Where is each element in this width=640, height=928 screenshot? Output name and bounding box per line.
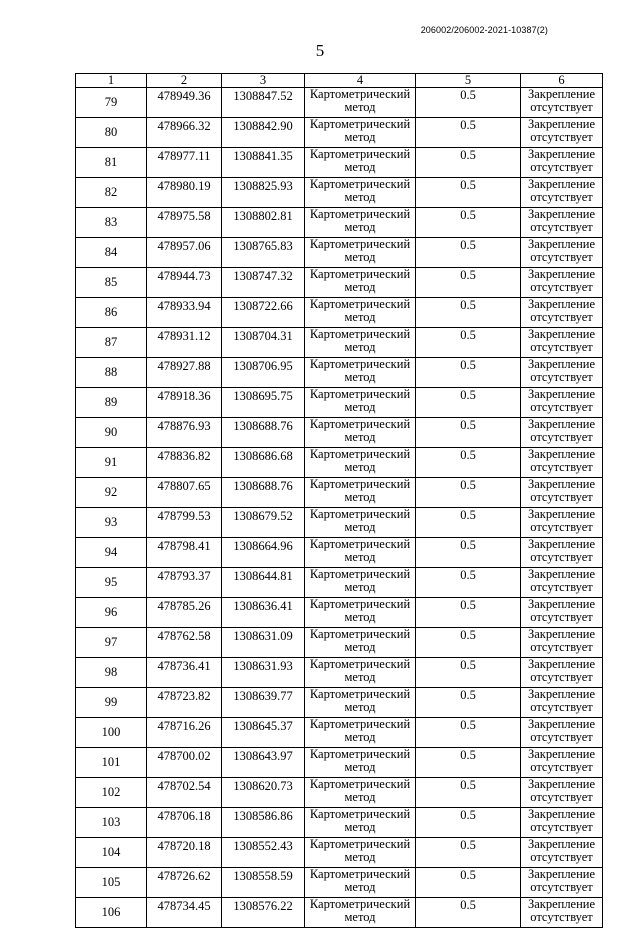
fixation-cell: Закрепление отсутствует bbox=[521, 628, 603, 658]
x-coordinate-cell: 478933.94 bbox=[147, 298, 222, 328]
point-number-cell: 96 bbox=[76, 598, 147, 628]
table-row bbox=[76, 238, 603, 268]
method-cell: Картометрический метод bbox=[305, 658, 416, 688]
y-coordinate-cell: 1308586.86 bbox=[222, 808, 305, 838]
y-coordinate-cell: 1308639.77 bbox=[222, 688, 305, 718]
point-number-cell: 106 bbox=[76, 898, 147, 928]
fixation-cell: Закрепление отсутствует bbox=[521, 868, 603, 898]
y-coordinate-cell: 1308688.76 bbox=[222, 418, 305, 448]
accuracy-cell: 0.5 bbox=[416, 838, 521, 868]
fixation-cell: Закрепление отсутствует bbox=[521, 328, 603, 358]
table-row bbox=[76, 328, 603, 358]
column-header: 3 bbox=[222, 74, 305, 88]
accuracy-cell: 0.5 bbox=[416, 328, 521, 358]
x-coordinate-cell: 478836.82 bbox=[147, 448, 222, 478]
accuracy-cell: 0.5 bbox=[416, 208, 521, 238]
point-number-cell: 103 bbox=[76, 808, 147, 838]
y-coordinate-cell: 1308686.68 bbox=[222, 448, 305, 478]
point-number-cell: 80 bbox=[76, 118, 147, 148]
y-coordinate-cell: 1308631.09 bbox=[222, 628, 305, 658]
fixation-cell: Закрепление отсутствует bbox=[521, 538, 603, 568]
accuracy-cell: 0.5 bbox=[416, 508, 521, 538]
fixation-cell: Закрепление отсутствует bbox=[521, 748, 603, 778]
accuracy-cell: 0.5 bbox=[416, 808, 521, 838]
fixation-cell: Закрепление отсутствует bbox=[521, 178, 603, 208]
x-coordinate-cell: 478918.36 bbox=[147, 388, 222, 418]
y-coordinate-cell: 1308695.75 bbox=[222, 388, 305, 418]
table-row bbox=[76, 448, 603, 478]
accuracy-cell: 0.5 bbox=[416, 298, 521, 328]
x-coordinate-cell: 478927.88 bbox=[147, 358, 222, 388]
accuracy-cell: 0.5 bbox=[416, 658, 521, 688]
point-number-cell: 91 bbox=[76, 448, 147, 478]
method-cell: Картометрический метод bbox=[305, 568, 416, 598]
method-cell: Картометрический метод bbox=[305, 238, 416, 268]
accuracy-cell: 0.5 bbox=[416, 628, 521, 658]
accuracy-cell: 0.5 bbox=[416, 388, 521, 418]
x-coordinate-cell: 478799.53 bbox=[147, 508, 222, 538]
x-coordinate-cell: 478977.11 bbox=[147, 148, 222, 178]
accuracy-cell: 0.5 bbox=[416, 178, 521, 208]
y-coordinate-cell: 1308644.81 bbox=[222, 568, 305, 598]
table-row bbox=[76, 268, 603, 298]
table-row bbox=[76, 868, 603, 898]
accuracy-cell: 0.5 bbox=[416, 688, 521, 718]
accuracy-cell: 0.5 bbox=[416, 238, 521, 268]
point-number-cell: 100 bbox=[76, 718, 147, 748]
y-coordinate-cell: 1308842.90 bbox=[222, 118, 305, 148]
point-number-cell: 87 bbox=[76, 328, 147, 358]
x-coordinate-cell: 478807.65 bbox=[147, 478, 222, 508]
table-header-row bbox=[76, 74, 603, 88]
fixation-cell: Закрепление отсутствует bbox=[521, 478, 603, 508]
x-coordinate-cell: 478785.26 bbox=[147, 598, 222, 628]
fixation-cell: Закрепление отсутствует bbox=[521, 298, 603, 328]
x-coordinate-cell: 478980.19 bbox=[147, 178, 222, 208]
y-coordinate-cell: 1308847.52 bbox=[222, 88, 305, 118]
x-coordinate-cell: 478702.54 bbox=[147, 778, 222, 808]
method-cell: Картометрический метод bbox=[305, 88, 416, 118]
y-coordinate-cell: 1308679.52 bbox=[222, 508, 305, 538]
method-cell: Картометрический метод bbox=[305, 748, 416, 778]
accuracy-cell: 0.5 bbox=[416, 598, 521, 628]
x-coordinate-cell: 478944.73 bbox=[147, 268, 222, 298]
method-cell: Картометрический метод bbox=[305, 148, 416, 178]
point-number-cell: 83 bbox=[76, 208, 147, 238]
y-coordinate-cell: 1308631.93 bbox=[222, 658, 305, 688]
y-coordinate-cell: 1308645.37 bbox=[222, 718, 305, 748]
table-row bbox=[76, 688, 603, 718]
point-number-cell: 79 bbox=[76, 88, 147, 118]
table-row bbox=[76, 88, 603, 118]
fixation-cell: Закрепление отсутствует bbox=[521, 808, 603, 838]
point-number-cell: 82 bbox=[76, 178, 147, 208]
accuracy-cell: 0.5 bbox=[416, 358, 521, 388]
method-cell: Картометрический метод bbox=[305, 328, 416, 358]
method-cell: Картометрический метод bbox=[305, 718, 416, 748]
table-row bbox=[76, 748, 603, 778]
y-coordinate-cell: 1308765.83 bbox=[222, 238, 305, 268]
point-number-cell: 98 bbox=[76, 658, 147, 688]
y-coordinate-cell: 1308558.59 bbox=[222, 868, 305, 898]
fixation-cell: Закрепление отсутствует bbox=[521, 658, 603, 688]
point-number-cell: 81 bbox=[76, 148, 147, 178]
method-cell: Картометрический метод bbox=[305, 868, 416, 898]
y-coordinate-cell: 1308722.66 bbox=[222, 298, 305, 328]
table-row bbox=[76, 478, 603, 508]
x-coordinate-cell: 478975.58 bbox=[147, 208, 222, 238]
accuracy-cell: 0.5 bbox=[416, 568, 521, 598]
point-number-cell: 84 bbox=[76, 238, 147, 268]
x-coordinate-cell: 478798.41 bbox=[147, 538, 222, 568]
y-coordinate-cell: 1308688.76 bbox=[222, 478, 305, 508]
accuracy-cell: 0.5 bbox=[416, 868, 521, 898]
accuracy-cell: 0.5 bbox=[416, 118, 521, 148]
fixation-cell: Закрепление отсутствует bbox=[521, 418, 603, 448]
table-row bbox=[76, 718, 603, 748]
x-coordinate-cell: 478700.02 bbox=[147, 748, 222, 778]
y-coordinate-cell: 1308706.95 bbox=[222, 358, 305, 388]
table-row bbox=[76, 808, 603, 838]
table-row bbox=[76, 838, 603, 868]
fixation-cell: Закрепление отсутствует bbox=[521, 148, 603, 178]
point-number-cell: 88 bbox=[76, 358, 147, 388]
y-coordinate-cell: 1308704.31 bbox=[222, 328, 305, 358]
point-number-cell: 90 bbox=[76, 418, 147, 448]
y-coordinate-cell: 1308576.22 bbox=[222, 898, 305, 928]
point-number-cell: 105 bbox=[76, 868, 147, 898]
point-number-cell: 94 bbox=[76, 538, 147, 568]
method-cell: Картометрический метод bbox=[305, 418, 416, 448]
method-cell: Картометрический метод bbox=[305, 298, 416, 328]
method-cell: Картометрический метод bbox=[305, 268, 416, 298]
y-coordinate-cell: 1308825.93 bbox=[222, 178, 305, 208]
method-cell: Картометрический метод bbox=[305, 808, 416, 838]
point-number-cell: 102 bbox=[76, 778, 147, 808]
method-cell: Картометрический метод bbox=[305, 178, 416, 208]
table-row bbox=[76, 628, 603, 658]
y-coordinate-cell: 1308664.96 bbox=[222, 538, 305, 568]
accuracy-cell: 0.5 bbox=[416, 268, 521, 298]
table-row bbox=[76, 358, 603, 388]
column-header: 1 bbox=[76, 74, 147, 88]
accuracy-cell: 0.5 bbox=[416, 538, 521, 568]
x-coordinate-cell: 478762.58 bbox=[147, 628, 222, 658]
x-coordinate-cell: 478736.41 bbox=[147, 658, 222, 688]
accuracy-cell: 0.5 bbox=[416, 898, 521, 928]
method-cell: Картометрический метод bbox=[305, 688, 416, 718]
fixation-cell: Закрепление отсутствует bbox=[521, 688, 603, 718]
y-coordinate-cell: 1308643.97 bbox=[222, 748, 305, 778]
point-number-cell: 89 bbox=[76, 388, 147, 418]
x-coordinate-cell: 478706.18 bbox=[147, 808, 222, 838]
column-header: 4 bbox=[305, 74, 416, 88]
x-coordinate-cell: 478931.12 bbox=[147, 328, 222, 358]
accuracy-cell: 0.5 bbox=[416, 478, 521, 508]
fixation-cell: Закрепление отсутствует bbox=[521, 388, 603, 418]
method-cell: Картометрический метод bbox=[305, 508, 416, 538]
table-row bbox=[76, 118, 603, 148]
fixation-cell: Закрепление отсутствует bbox=[521, 778, 603, 808]
accuracy-cell: 0.5 bbox=[416, 748, 521, 778]
x-coordinate-cell: 478966.32 bbox=[147, 118, 222, 148]
fixation-cell: Закрепление отсутствует bbox=[521, 508, 603, 538]
y-coordinate-cell: 1308802.81 bbox=[222, 208, 305, 238]
table-row bbox=[76, 418, 603, 448]
table-row bbox=[76, 508, 603, 538]
x-coordinate-cell: 478723.82 bbox=[147, 688, 222, 718]
x-coordinate-cell: 478793.37 bbox=[147, 568, 222, 598]
x-coordinate-cell: 478876.93 bbox=[147, 418, 222, 448]
method-cell: Картометрический метод bbox=[305, 118, 416, 148]
y-coordinate-cell: 1308552.43 bbox=[222, 838, 305, 868]
method-cell: Картометрический метод bbox=[305, 358, 416, 388]
accuracy-cell: 0.5 bbox=[416, 148, 521, 178]
table-row bbox=[76, 778, 603, 808]
table-row bbox=[76, 568, 603, 598]
fixation-cell: Закрепление отсутствует bbox=[521, 568, 603, 598]
x-coordinate-cell: 478949.36 bbox=[147, 88, 222, 118]
accuracy-cell: 0.5 bbox=[416, 718, 521, 748]
table-row bbox=[76, 208, 603, 238]
x-coordinate-cell: 478720.18 bbox=[147, 838, 222, 868]
point-number-cell: 101 bbox=[76, 748, 147, 778]
coordinates-table bbox=[75, 73, 603, 928]
column-header: 2 bbox=[147, 74, 222, 88]
table-row bbox=[76, 598, 603, 628]
fixation-cell: Закрепление отсутствует bbox=[521, 598, 603, 628]
method-cell: Картометрический метод bbox=[305, 448, 416, 478]
method-cell: Картометрический метод bbox=[305, 538, 416, 568]
accuracy-cell: 0.5 bbox=[416, 88, 521, 118]
point-number-cell: 93 bbox=[76, 508, 147, 538]
y-coordinate-cell: 1308747.32 bbox=[222, 268, 305, 298]
point-number-cell: 104 bbox=[76, 838, 147, 868]
y-coordinate-cell: 1308841.35 bbox=[222, 148, 305, 178]
fixation-cell: Закрепление отсутствует bbox=[521, 838, 603, 868]
point-number-cell: 99 bbox=[76, 688, 147, 718]
page-number: 5 bbox=[315, 41, 325, 60]
fixation-cell: Закрепление отсутствует bbox=[521, 88, 603, 118]
x-coordinate-cell: 478716.26 bbox=[147, 718, 222, 748]
method-cell: Картометрический метод bbox=[305, 388, 416, 418]
point-number-cell: 92 bbox=[76, 478, 147, 508]
method-cell: Картометрический метод bbox=[305, 898, 416, 928]
method-cell: Картометрический метод bbox=[305, 778, 416, 808]
fixation-cell: Закрепление отсутствует bbox=[521, 268, 603, 298]
accuracy-cell: 0.5 bbox=[416, 448, 521, 478]
table-row bbox=[76, 298, 603, 328]
fixation-cell: Закрепление отсутствует bbox=[521, 718, 603, 748]
point-number-cell: 85 bbox=[76, 268, 147, 298]
method-cell: Картометрический метод bbox=[305, 838, 416, 868]
y-coordinate-cell: 1308620.73 bbox=[222, 778, 305, 808]
column-header: 6 bbox=[521, 74, 603, 88]
fixation-cell: Закрепление отсутствует bbox=[521, 118, 603, 148]
table-row bbox=[76, 898, 603, 928]
x-coordinate-cell: 478957.06 bbox=[147, 238, 222, 268]
point-number-cell: 97 bbox=[76, 628, 147, 658]
table-row bbox=[76, 658, 603, 688]
point-number-cell: 86 bbox=[76, 298, 147, 328]
table-row bbox=[76, 388, 603, 418]
column-header: 5 bbox=[416, 74, 521, 88]
method-cell: Картометрический метод bbox=[305, 478, 416, 508]
table-row bbox=[76, 148, 603, 178]
fixation-cell: Закрепление отсутствует bbox=[521, 358, 603, 388]
table-row bbox=[76, 538, 603, 568]
y-coordinate-cell: 1308636.41 bbox=[222, 598, 305, 628]
fixation-cell: Закрепление отсутствует bbox=[521, 238, 603, 268]
document-id: 206002/206002-2021-10387(2) bbox=[420, 25, 548, 35]
fixation-cell: Закрепление отсутствует bbox=[521, 898, 603, 928]
accuracy-cell: 0.5 bbox=[416, 418, 521, 448]
table-row bbox=[76, 178, 603, 208]
point-number-cell: 95 bbox=[76, 568, 147, 598]
fixation-cell: Закрепление отсутствует bbox=[521, 208, 603, 238]
fixation-cell: Закрепление отсутствует bbox=[521, 448, 603, 478]
accuracy-cell: 0.5 bbox=[416, 778, 521, 808]
method-cell: Картометрический метод bbox=[305, 598, 416, 628]
method-cell: Картометрический метод bbox=[305, 208, 416, 238]
x-coordinate-cell: 478734.45 bbox=[147, 898, 222, 928]
method-cell: Картометрический метод bbox=[305, 628, 416, 658]
x-coordinate-cell: 478726.62 bbox=[147, 868, 222, 898]
